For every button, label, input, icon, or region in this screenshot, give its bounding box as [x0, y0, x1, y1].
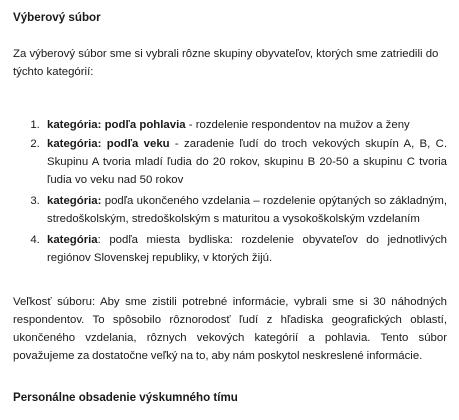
list-item	[43, 116, 447, 134]
category-label: kategória: podľa veku	[47, 138, 170, 150]
next-section-heading: Personálne obsadenie výskumného tímu	[13, 391, 238, 404]
intro-paragraph: Za výberový súbor sme si vybrali rôzne skupiny obyvateľov, ktorých sme zatriedili do týchto kategórií:	[13, 48, 439, 78]
category-label: kategória:	[47, 195, 102, 207]
sample-size-paragraph: Veľkosť súboru: Aby sme zistili potrebné informácie, vybrali sme si 30 náhodných respondentov. To spôsobilo rôznorodosť ľudí z hľadiska geografických oblastí, ukončeného vzdelania, rôznych vekových kategórií a pohlavia. Tento súbor považujeme za dostatočne veľký na to, aby nám poskytol neskreslené informácie.	[13, 296, 447, 362]
category-description: - zaradenie ľudí do troch vekových skupín A, B, C. Skupinu A tvoria mladí ľudia do 20 rokov, skupinu B 20-50 a skupinu C tvoria ľudia vo veku nad 50 rokov	[47, 138, 448, 186]
category-list	[13, 116, 447, 267]
category-description: - rozdelenie respondentov na mužov a ženy	[185, 119, 410, 131]
category-description: : podľa miesta bydliska: rozdelenie obyvateľov do jednotlivých regiónov Slovenskej republiky, v ktorých žijú.	[47, 234, 447, 264]
document-page	[13, 10, 447, 406]
category-description: podľa ukončeného vzdelania – rozdelenie opýtaných so základným, stredoškolským, stredoškolským s maturitou a vysokoškolským vzdelaním	[47, 195, 447, 225]
section-title: Výberový súbor	[13, 11, 101, 24]
category-label: kategória: podľa pohlavia	[47, 119, 186, 131]
list-item	[43, 135, 447, 189]
category-label: kategória	[47, 234, 98, 246]
list-item	[43, 231, 447, 267]
list-item	[43, 192, 447, 228]
